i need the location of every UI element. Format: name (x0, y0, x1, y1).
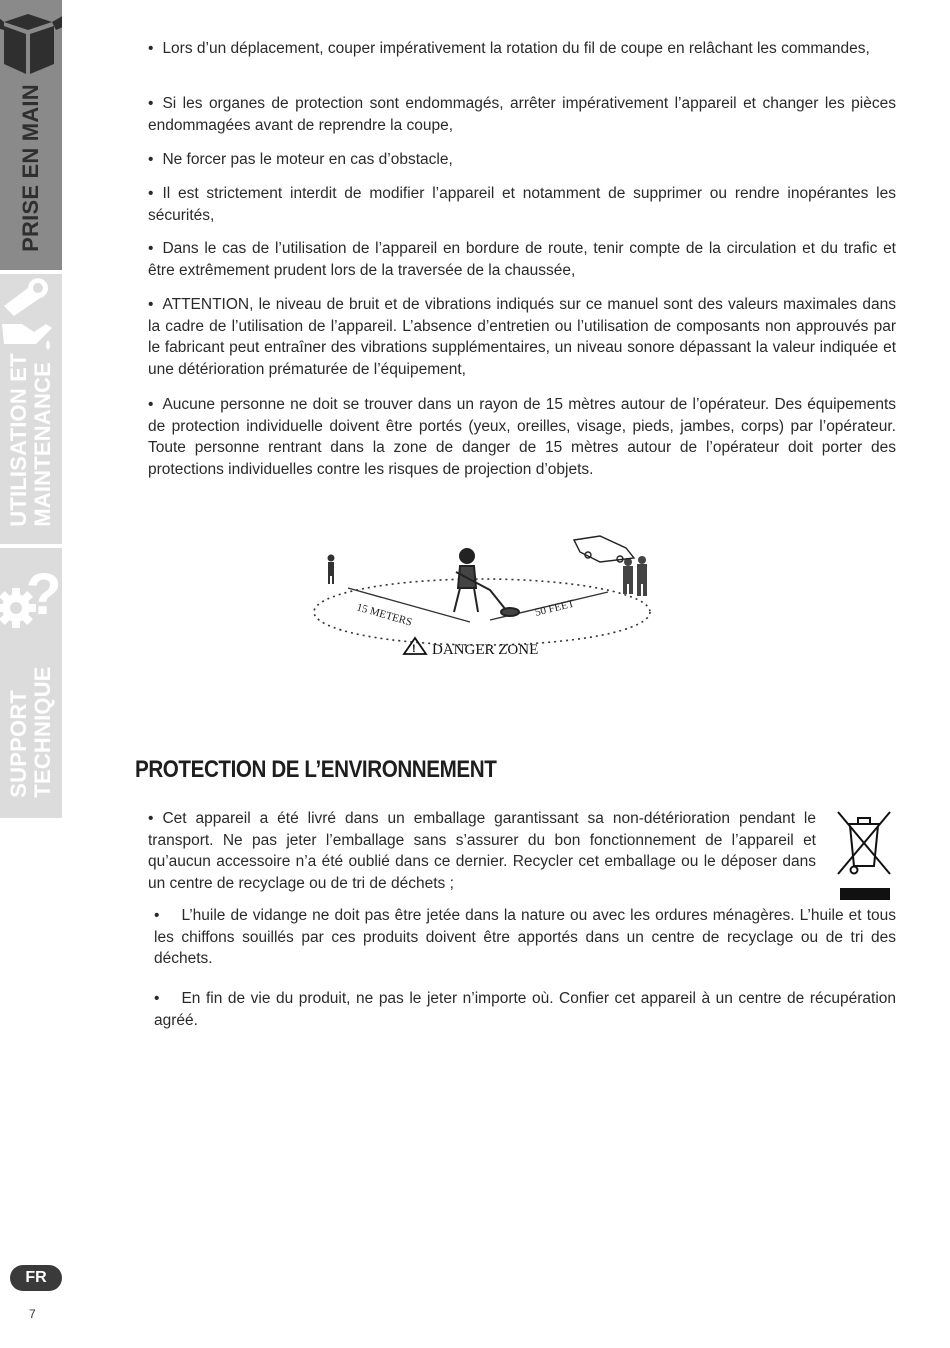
safety-item: • Dans le cas de l’utilisation de l’appareil en bordure de route, tenir compte de la circulation et du trafic et être extrêmement prudent lors de la traversée de la chaussée, (148, 240, 896, 279)
label-50-feet: 50 FEET (533, 597, 576, 619)
safety-item: • Ne forcer pas le moteur en cas d’obstacle, (148, 151, 453, 168)
warning-icon (404, 638, 426, 655)
environment-item: • L’huile de vidange ne doit pas être jetée dans la nature ou avec les ordures ménagères. L’huile et tous les chiffons souillés par ces produits doivent être apportés dans un centre de recyclage ou de tri des déchets. (154, 907, 896, 967)
svg-text:!: ! (412, 643, 416, 655)
environment-item: • En fin de vie du produit, ne pas le jeter n’importe où. Confier cet appareil à un centre de récupération agréé. (154, 990, 896, 1029)
safety-item: • Si les organes de protection sont endommagés, arrêter impérativement l’appareil et changer les pièces endommagées avant de reprendre la coupe, (148, 95, 896, 134)
gear-question-icon (0, 548, 62, 648)
danger-zone-illustration (300, 528, 670, 663)
label-danger-zone: DANGER ZONE (432, 642, 539, 658)
page-number: 7 (29, 1307, 36, 1321)
car-figure (574, 536, 634, 562)
bystanders-figure (623, 556, 647, 596)
safety-item: • ATTENTION, le niveau de bruit et de vibrations indiqués sur ce manuel sont des valeurs maximales dans la cadre de l’utilisation de l’appareil. L’absence d’entretien ou l’utilisation de composants non approuvés par le fabricant peut entraîner des vibrations supplémentaires, un niveau sonore dépassant la valeur indiquée et une détérioration prématurée de l’équipement, (148, 296, 896, 378)
section-heading-environment: PROTECTION DE L’ENVIRONNEMENT (135, 756, 497, 783)
box-icon (0, 0, 62, 80)
child-figure (328, 555, 335, 585)
tab-label-prise-en-main: PRISE EN MAIN (18, 84, 43, 252)
section-sidebar (0, 0, 62, 818)
tab-label-support-technique: SUPPORT TECHNIQUE (6, 666, 55, 798)
crossed-out-bin-icon (836, 808, 892, 902)
safety-item: • Aucune personne ne doit se trouver dans un rayon de 15 mètres autour de l’opérateur. Des équipements de protection individuelle doivent être portés (yeux, oreilles, visage, pieds, jambes, corps) par l’opérateur. Toute personne rentrant dans la zone de danger de 15 mètres autour de l’opérateur doit porter des protections individuelles contre les risques de projection d’objets. (148, 396, 896, 478)
language-badge: FR (10, 1265, 62, 1291)
wrench-oilcan-icon (0, 274, 62, 354)
environment-item: • Cet appareil a été livré dans un emballage garantissant sa non-détérioration pendant le transport. Ne pas jeter l’emballage sans s’assurer du bon fonctionnement de l’appareil et qu’aucun accessoire n’a été oublié dans ce dernier. Recycler cet emballage ou le déposer dans un centre de recyclage ou de tri de déchets ; (148, 810, 816, 892)
tab-utilisation-maintenance[interactable] (0, 274, 62, 544)
label-15-meters: 15 METERS (355, 601, 414, 629)
operator-figure (454, 549, 519, 616)
tab-support-technique[interactable] (0, 548, 62, 818)
safety-item: • Lors d’un déplacement, couper impérativement la rotation du fil de coupe en relâchant les commandes, (148, 40, 870, 57)
tab-prise-en-main[interactable] (0, 0, 62, 270)
svg-text:?: ? (26, 562, 62, 627)
tab-label-utilisation-maintenance: UTILISATION ET MAINTENANCE (6, 353, 55, 527)
safety-item: • Il est strictement interdit de modifier l’appareil et notamment de supprimer ou rendre inopérantes les sécurités, (148, 185, 896, 224)
